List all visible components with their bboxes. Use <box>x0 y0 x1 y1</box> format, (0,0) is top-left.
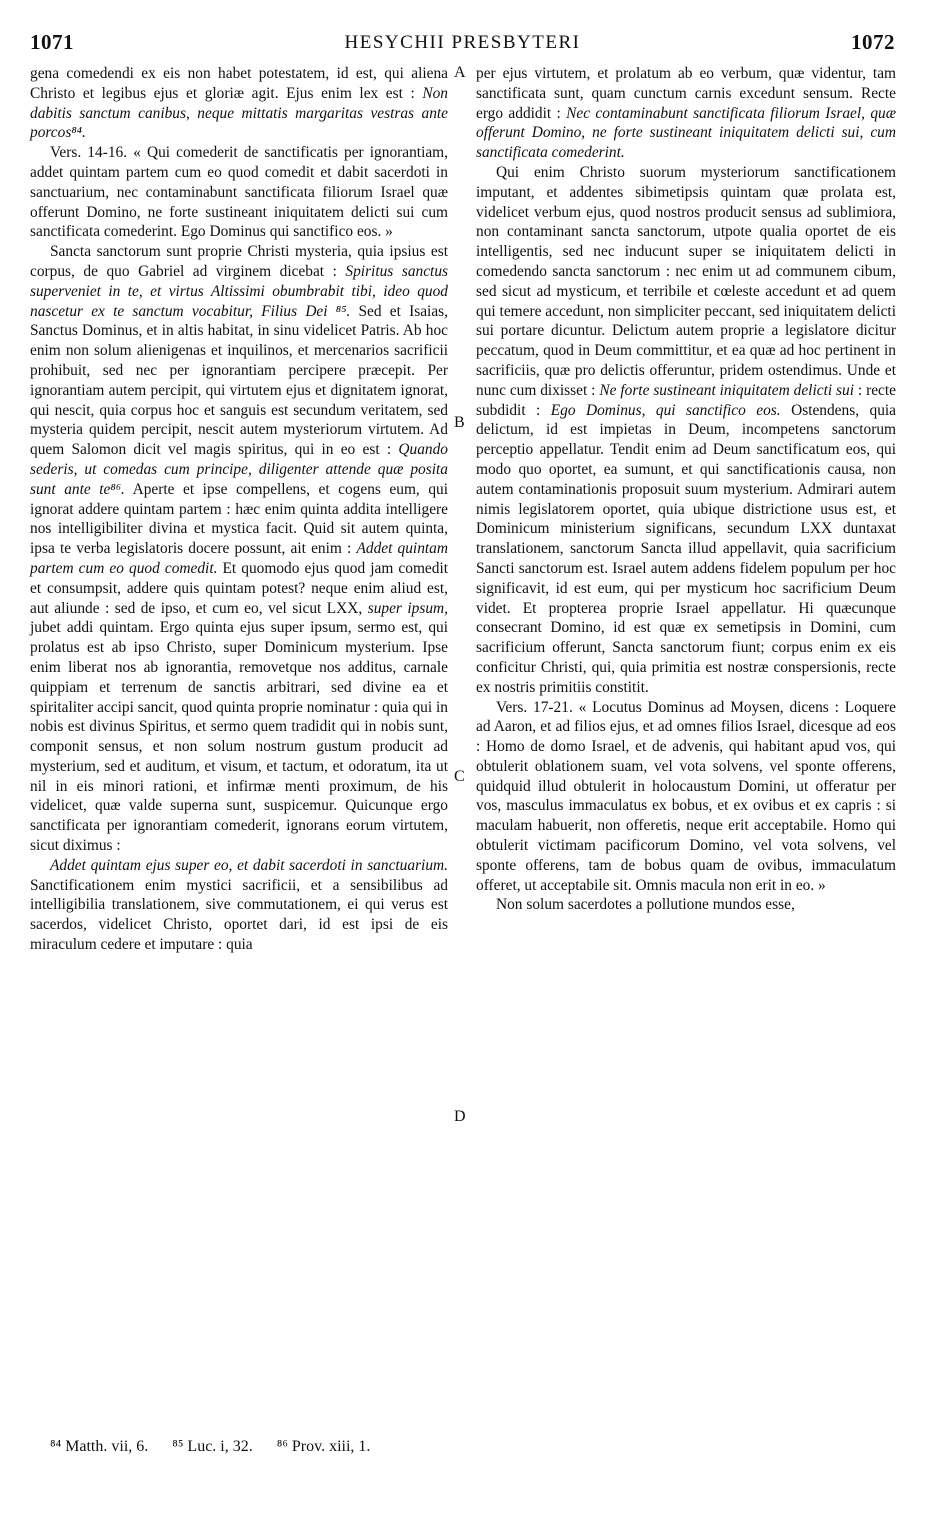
text-span: : recte subdidit : <box>476 381 896 419</box>
left-page-number: 1071 <box>30 30 74 54</box>
text-span: Sed et Isaias, Sanctus Dominus, et in altis habitat, in sinu videlicet Patris. Ab hoc enim non solum alienigenas et inquilinos, et mercenarios sacrificii prohibuit, sed nec per ignorantiam percipere præcepit. Per ignorantiam autem percipit, qui virtutem ejus et dignitatem ignorat, qui nescit, quia corpus hoc et sanguis est secundum veritatem, sed mysteria quidem percipit, nescit autem mysteriorum virtutem. Ad quem Salomon dicit vel magis spiritus, qui in eo est : <box>30 302 448 459</box>
paragraph-commentary-2 <box>30 856 448 955</box>
quote-span: Quando sederis, ut comedas cum principe, diligenter attende quæ posita sunt ante te⁸⁶. <box>30 441 448 498</box>
margin-marker-b: B <box>454 414 465 431</box>
text-span: per ejus virtutem, et prolatum ab eo verbum, quæ videntur, tam sanctificata sunt, quam cunctum carnis excedunt sensum. Recte ergo addidit : <box>476 65 896 122</box>
margin-marker-a: A <box>454 64 466 81</box>
footnote-86: ⁸⁶ Prov. xiii, 1. <box>276 1438 371 1455</box>
text-span: gena comedendi ex eis non habet potestatem, id est, qui aliena Christo et legibus ejus et gloriæ agit. Ejus enim lex est : <box>30 65 448 102</box>
quote-span: Ego Dominus, qui sanctifico eos. <box>550 401 781 419</box>
text-span: Aperte et ipse compellens, et cogens eum, qui ignorat addere quintam partem : hæc enim quinta addita intelligere nos intelligibiliter divina et mystica facit. Quid sit autem quinta, ipsa te verba legislatoris docere possunt, ait enim : <box>30 480 448 558</box>
quote-span: super ipsum, <box>367 599 448 617</box>
text-span: Qui enim Christo suorum mysteriorum sanctificationem imputant, et addentes sibimetipsis quintam quæ prolata est, videlicet verbum ejus, quod nostros producit sensus ad sublimiora, non contaminant sancta sanctorum, utpote qualia oportet de eis intelligentis, sed nec inducunt super se iniquitatem delicti in comedendo sancta sanctorum : nec enim ut ad communem cibum, sed sicut ad mysticum, et terribile et cœleste accedunt et ad quem qui temere accedunt, non simpliciter peccant, sed iniquitatem delicti sui portare dicuntur. Delictum autem proprie a legislatore dicitur peccatum, quod in Deum committitur, et ea quæ ad hoc pertinent in sacrificiis, quæ pro delictis offeruntur, pridem ostendimus. Unde et nunc cum dixisset : <box>476 163 896 399</box>
text-span: Sancta sanctorum sunt proprie Christi mysteria, quia ipsius est corpus, de quo Gabriel ad virginem dicebat : <box>30 243 448 280</box>
footnote-84: ⁸⁴ Matth. vii, 6. <box>50 1438 149 1455</box>
left-column <box>30 64 448 955</box>
paragraph-verse-14-16 <box>30 143 448 242</box>
text-span: Et quomodo ejus quod jam comedit et consumpsit, addere quis quintam potest? neque enim aliud est, aut aliunde : sed de ipso, et cum eo, vel sicut LXX, <box>30 559 448 617</box>
paragraph-commentary-4 <box>476 895 896 915</box>
quote-span: Non dabitis sanctum canibus, neque mittatis margaritas vestras ante porcos⁸⁴. <box>30 84 448 142</box>
margin-marker-d: D <box>454 1108 466 1125</box>
paragraph-continuation <box>476 64 896 163</box>
right-column <box>476 64 896 915</box>
text-span: Sanctificationem enim mystici sacrificii, et a sensibilibus ad intelligibilia translationem, sive commutationem, ei qui verus est sacerdos, videlicet Christo, oportet dari, id est ipsi de eis miraculum cedere et imputare : quia <box>30 876 448 954</box>
paragraph-intro <box>30 64 448 143</box>
page-header <box>30 30 895 62</box>
verse-span: Vers. 17-21. « Locutus Dominus ad Moysen, dicens : Loquere ad Aaron, et ad filios ejus, et ad omnes filios Israel, dicesque ad eos : Homo de domo Israel, et de advenis, qui habitant apud vos, qui obtulerit oblationem suam, vel vota solvens, vel sponte offerens, quidquid illud obtulerit in holocaustum Domini, ut offeratur per vos, masculus immaculatus ex bobus, et ex ovibus et ex capris : si maculam habuerit, non offeretis, neque erit acceptabile. Homo qui obtulerit victimam pacificorum Domino, vel vota solvens, vel sponte offerens, tam de bobus quam de ovibus, immaculatum offeret, ut acceptabile sit. Omnis macula non erit in eo. » <box>476 698 896 894</box>
text-span: Ostendens, quia delictum, id est impietas in Deum, incompetens sanctorum perceptio appellatur. Tendit enim ad Deum sanctificatum eos, qui modo quo oportet, ea sumunt, et qui sanctificationis causa, non autem contaminationis proposuit suum mysterium. Admirari autem nimis legislatorem oportet, quia ubique districtione usus est, et Dominicum ministerium significans, secundum LXX duntaxat translationem, sanctorum Sancta illud appellavit, quia sacrificium Sancti sanctorum est. Israel autem addens fidelem populum per hoc significavit, id est eum, qui per mysticum hoc sacrificium Deum videt. Et propterea proprie Israel appellatur. Hi quæcunque consecrant Domino, id est quæ ex semetipsis in Domini, cum sacrificium offerunt, Sancta sanctorum fiunt; corpus enim ex eis conficitur Christi, qui, quia primitia est nostræ conspersionis, recte ex nostris primitiis constitit. <box>476 401 896 696</box>
quote-span: Addet quintam ejus super eo, et dabit sacerdoti in sanctuarium. <box>50 856 448 874</box>
text-span: jubet addi quintam. Ergo quinta ejus super ipsum, sermo est, qui prolatus est ab ipso Christo, super Dominicum mysterium. Ipse enim liberat nos ab ignorantia, removetque nos additus, carnale quippiam et terrenum de sanctis arbitrari, sed divine ea et spiritaliter accipi sancit, quod quinta proprie nominatur : quia qui in nobis est divinus Spiritus, et sermo quem tradidit qui in nobis sunt, componit sensus, et non solum nostrum gustum producit ad mysterium, sed et auditum, et visum, et tactum, et odoratum, ita ut nil in eis minori rationi, et infirmæ menti proximum, de his videlicet, quæ valde superna sunt, suspicemur. Quicunque ergo sanctificata per ignorantiam comederit, ignorans eorum virtutem, sicut diximus : <box>30 619 448 855</box>
quote-span: Spiritus sanctus superveniet in te, et virtus Altissimi obumbrabit tibi, ideo quod nascetur ex te sanctum vocabitur, Filius Dei ⁸⁵. <box>30 262 448 320</box>
quote-span: Addet quintam partem cum eo quod comedit. <box>30 540 448 577</box>
paragraph-commentary-1 <box>30 242 448 856</box>
paragraph-verse-17-21 <box>476 698 896 896</box>
quote-span: Ne forte sustineant iniquitatem delicti sui <box>599 381 854 399</box>
verse-span: Vers. 14-16. « Qui comederit de sanctificatis per ignorantiam, addet quintam partem cum eo quod comedit et dabit sacerdoti in sanctuarium, nec contaminabunt sanctificata filiorum Israel quæ offerunt Domino, ne forte sustineant iniquitatem delicti sui cum sanctificata comederint. Ego Dominus qui sanctifico eos. » <box>30 144 448 241</box>
footnote-85: ⁸⁵ Luc. i, 32. <box>172 1438 253 1455</box>
text-span: Non solum sacerdotes a pollutione mundos esse, <box>496 896 795 914</box>
quote-span: Nec contaminabunt sanctificata filiorum Israel, quæ offerunt Domino, ne forte sustineant iniquitatem delicti sui, cum sanctificata comederint. <box>476 104 896 162</box>
paragraph-commentary-3 <box>476 163 896 698</box>
running-title: HESYCHII PRESBYTERI <box>344 32 581 53</box>
right-page-number: 1072 <box>851 30 895 54</box>
footnotes <box>50 1438 390 1456</box>
margin-marker-c: C <box>454 768 465 785</box>
